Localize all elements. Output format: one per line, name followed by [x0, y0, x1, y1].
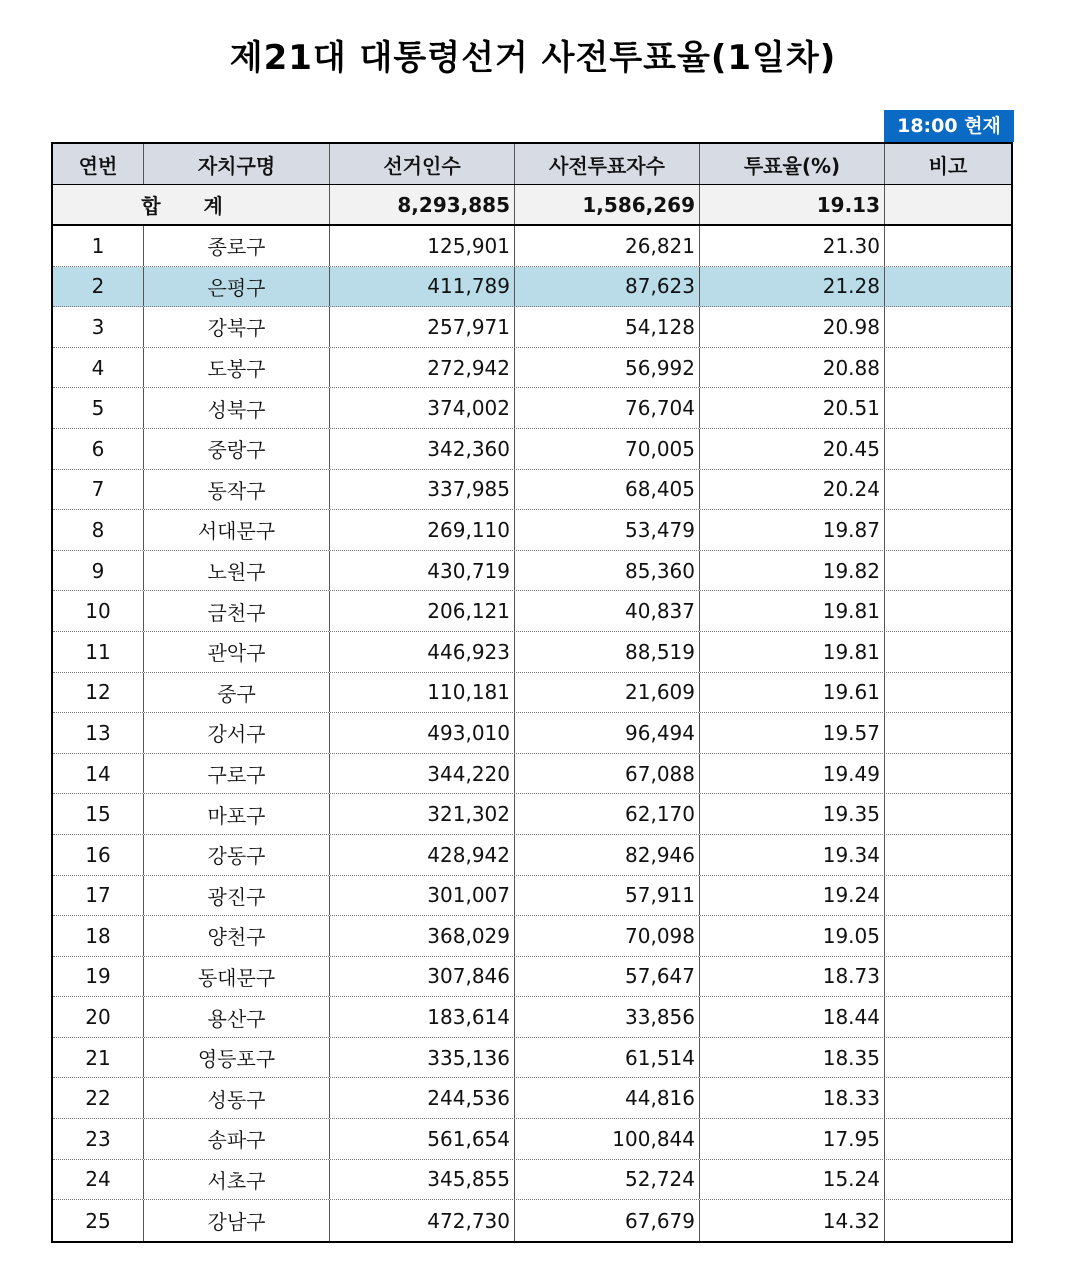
row-early-voters: 44,816: [515, 1078, 700, 1118]
table-row: [53, 876, 1011, 917]
row-number: 12: [53, 673, 144, 713]
row-early-voters: 52,724: [515, 1160, 700, 1200]
row-turnout-rate: 18.44: [700, 997, 885, 1037]
row-note: [885, 997, 1011, 1037]
table-row: [53, 226, 1011, 267]
row-turnout-rate: 19.34: [700, 835, 885, 875]
table-row: [53, 916, 1011, 957]
column-header-no: 연번: [53, 144, 144, 184]
total-turnout-rate: 19.13: [700, 185, 885, 224]
row-number: 5: [53, 388, 144, 428]
row-note: [885, 713, 1011, 753]
row-note: [885, 470, 1011, 510]
row-number: 4: [53, 348, 144, 388]
column-header-district: 자치구명: [144, 144, 330, 184]
row-turnout-rate: 20.51: [700, 388, 885, 428]
row-electors: 430,719: [330, 551, 515, 591]
row-number: 21: [53, 1038, 144, 1078]
row-district-name: 중랑구: [144, 429, 330, 469]
row-early-voters: 100,844: [515, 1119, 700, 1159]
row-early-voters: 67,679: [515, 1200, 700, 1241]
row-early-voters: 70,098: [515, 916, 700, 956]
row-turnout-rate: 19.24: [700, 876, 885, 916]
row-district-name: 강동구: [144, 835, 330, 875]
row-electors: 206,121: [330, 591, 515, 631]
row-district-name: 노원구: [144, 551, 330, 591]
row-early-voters: 40,837: [515, 591, 700, 631]
row-early-voters: 88,519: [515, 632, 700, 672]
table-row: [53, 794, 1011, 835]
column-header-turnout-rate: 투표율(%): [700, 144, 885, 184]
row-note: [885, 348, 1011, 388]
row-district-name: 금천구: [144, 591, 330, 631]
row-turnout-rate: 18.35: [700, 1038, 885, 1078]
row-early-voters: 68,405: [515, 470, 700, 510]
row-electors: 374,002: [330, 388, 515, 428]
row-number: 19: [53, 957, 144, 997]
row-electors: 493,010: [330, 713, 515, 753]
row-district-name: 도봉구: [144, 348, 330, 388]
table-row: [53, 429, 1011, 470]
row-early-voters: 33,856: [515, 997, 700, 1037]
row-electors: 244,536: [330, 1078, 515, 1118]
row-early-voters: 76,704: [515, 388, 700, 428]
row-district-name: 강북구: [144, 307, 330, 347]
row-turnout-rate: 19.81: [700, 632, 885, 672]
row-district-name: 송파구: [144, 1119, 330, 1159]
total-label: 합 계: [53, 185, 330, 224]
row-note: [885, 794, 1011, 834]
table-body: [53, 226, 1011, 1241]
row-note: [885, 1200, 1011, 1241]
table-row: [53, 551, 1011, 592]
row-early-voters: 56,992: [515, 348, 700, 388]
table-row: [53, 1200, 1011, 1241]
row-district-name: 서대문구: [144, 510, 330, 550]
row-number: 15: [53, 794, 144, 834]
row-number: 13: [53, 713, 144, 753]
row-district-name: 구로구: [144, 754, 330, 794]
row-turnout-rate: 19.61: [700, 673, 885, 713]
row-district-name: 동대문구: [144, 957, 330, 997]
table-row: [53, 307, 1011, 348]
row-number: 7: [53, 470, 144, 510]
table-row: [53, 957, 1011, 998]
row-note: [885, 1038, 1011, 1078]
row-electors: 257,971: [330, 307, 515, 347]
row-early-voters: 57,647: [515, 957, 700, 997]
row-electors: 428,942: [330, 835, 515, 875]
row-turnout-rate: 21.30: [700, 226, 885, 266]
row-district-name: 종로구: [144, 226, 330, 266]
row-note: [885, 267, 1011, 307]
row-early-voters: 96,494: [515, 713, 700, 753]
row-turnout-rate: 19.87: [700, 510, 885, 550]
column-header-note: 비고: [928, 153, 968, 178]
row-electors: 307,846: [330, 957, 515, 997]
row-note: [885, 510, 1011, 550]
row-turnout-rate: 19.57: [700, 713, 885, 753]
row-turnout-rate: 19.81: [700, 591, 885, 631]
table-row: [53, 997, 1011, 1038]
row-number: 8: [53, 510, 144, 550]
row-number: 1: [53, 226, 144, 266]
row-number: 6: [53, 429, 144, 469]
row-electors: 472,730: [330, 1200, 515, 1241]
row-turnout-rate: 21.28: [700, 267, 885, 307]
row-turnout-rate: 20.24: [700, 470, 885, 510]
row-early-voters: 67,088: [515, 754, 700, 794]
table-row: [53, 754, 1011, 795]
row-electors: 344,220: [330, 754, 515, 794]
row-note: [885, 632, 1011, 672]
row-electors: 272,942: [330, 348, 515, 388]
row-early-voters: 21,609: [515, 673, 700, 713]
row-turnout-rate: 17.95: [700, 1119, 885, 1159]
row-district-name: 강서구: [144, 713, 330, 753]
row-turnout-rate: 18.33: [700, 1078, 885, 1118]
row-early-voters: 87,623: [515, 267, 700, 307]
row-electors: 301,007: [330, 876, 515, 916]
row-district-name: 성북구: [144, 388, 330, 428]
table-row: [53, 835, 1011, 876]
row-number: 16: [53, 835, 144, 875]
row-number: 23: [53, 1119, 144, 1159]
row-number: 24: [53, 1160, 144, 1200]
row-electors: 183,614: [330, 997, 515, 1037]
row-number: 2: [53, 267, 144, 307]
row-electors: 342,360: [330, 429, 515, 469]
row-note: [885, 1160, 1011, 1200]
row-district-name: 영등포구: [144, 1038, 330, 1078]
turnout-table: [51, 142, 1013, 1243]
row-number: 11: [53, 632, 144, 672]
table-row: [53, 591, 1011, 632]
row-district-name: 은평구: [144, 267, 330, 307]
row-district-name: 용산구: [144, 997, 330, 1037]
table-row: [53, 348, 1011, 389]
row-turnout-rate: 19.05: [700, 916, 885, 956]
row-electors: 345,855: [330, 1160, 515, 1200]
row-early-voters: 82,946: [515, 835, 700, 875]
row-turnout-rate: 20.88: [700, 348, 885, 388]
row-district-name: 광진구: [144, 876, 330, 916]
row-number: 14: [53, 754, 144, 794]
row-number: 9: [53, 551, 144, 591]
row-note: [885, 1078, 1011, 1118]
row-electors: 368,029: [330, 916, 515, 956]
row-early-voters: 61,514: [515, 1038, 700, 1078]
row-turnout-rate: 19.49: [700, 754, 885, 794]
row-district-name: 관악구: [144, 632, 330, 672]
row-number: 25: [53, 1200, 144, 1241]
row-turnout-rate: 19.82: [700, 551, 885, 591]
row-district-name: 성동구: [144, 1078, 330, 1118]
row-note: [885, 1119, 1011, 1159]
table-row: [53, 1078, 1011, 1119]
total-row: [53, 185, 1011, 226]
row-turnout-rate: 14.32: [700, 1200, 885, 1241]
row-electors: 110,181: [330, 673, 515, 713]
row-note: [885, 835, 1011, 875]
row-note: [885, 226, 1011, 266]
row-early-voters: 70,005: [515, 429, 700, 469]
row-district-name: 강남구: [144, 1200, 330, 1241]
row-early-voters: 85,360: [515, 551, 700, 591]
row-note: [885, 754, 1011, 794]
row-electors: 269,110: [330, 510, 515, 550]
row-turnout-rate: 15.24: [700, 1160, 885, 1200]
row-electors: 337,985: [330, 470, 515, 510]
page-title: 제21대 대통령선거 사전투표율(1일차): [229, 38, 837, 78]
row-district-name: 양천구: [144, 916, 330, 956]
total-early-voters: 1,586,269: [515, 185, 700, 224]
row-note: [885, 591, 1011, 631]
row-electors: 561,654: [330, 1119, 515, 1159]
row-electors: 411,789: [330, 267, 515, 307]
row-electors: 335,136: [330, 1038, 515, 1078]
row-early-voters: 57,911: [515, 876, 700, 916]
row-district-name: 마포구: [144, 794, 330, 834]
row-note: [885, 957, 1011, 997]
time-badge: 18:00 현재: [884, 110, 1014, 142]
row-turnout-rate: 18.73: [700, 957, 885, 997]
column-header-early-voters: 사전투표자수: [515, 144, 700, 184]
table-row: [53, 1119, 1011, 1160]
row-early-voters: 26,821: [515, 226, 700, 266]
row-number: 10: [53, 591, 144, 631]
row-number: 22: [53, 1078, 144, 1118]
row-turnout-rate: 19.35: [700, 794, 885, 834]
row-number: 20: [53, 997, 144, 1037]
row-note: [885, 551, 1011, 591]
row-electors: 321,302: [330, 794, 515, 834]
row-note: [885, 388, 1011, 428]
row-electors: 125,901: [330, 226, 515, 266]
row-electors: 446,923: [330, 632, 515, 672]
total-electors: 8,293,885: [330, 185, 515, 224]
row-number: 3: [53, 307, 144, 347]
table-row: [53, 713, 1011, 754]
row-early-voters: 62,170: [515, 794, 700, 834]
row-note: [885, 876, 1011, 916]
row-district-name: 동작구: [144, 470, 330, 510]
table-row: [53, 510, 1011, 551]
table-row: [53, 1160, 1011, 1201]
total-note: [885, 185, 1011, 224]
row-turnout-rate: 20.98: [700, 307, 885, 347]
table-row: [53, 1038, 1011, 1079]
table-row: [53, 632, 1011, 673]
table-row: [53, 470, 1011, 511]
row-turnout-rate: 20.45: [700, 429, 885, 469]
row-number: 17: [53, 876, 144, 916]
row-early-voters: 54,128: [515, 307, 700, 347]
table-header-row: [53, 144, 1011, 185]
row-note: [885, 307, 1011, 347]
column-header-electors: 선거인수: [330, 144, 515, 184]
row-early-voters: 53,479: [515, 510, 700, 550]
row-note: [885, 916, 1011, 956]
table-row: [53, 267, 1011, 308]
row-district-name: 서초구: [144, 1160, 330, 1200]
row-note: [885, 429, 1011, 469]
row-district-name: 중구: [144, 673, 330, 713]
row-note: [885, 673, 1011, 713]
table-row: [53, 388, 1011, 429]
table-row: [53, 673, 1011, 714]
row-number: 18: [53, 916, 144, 956]
